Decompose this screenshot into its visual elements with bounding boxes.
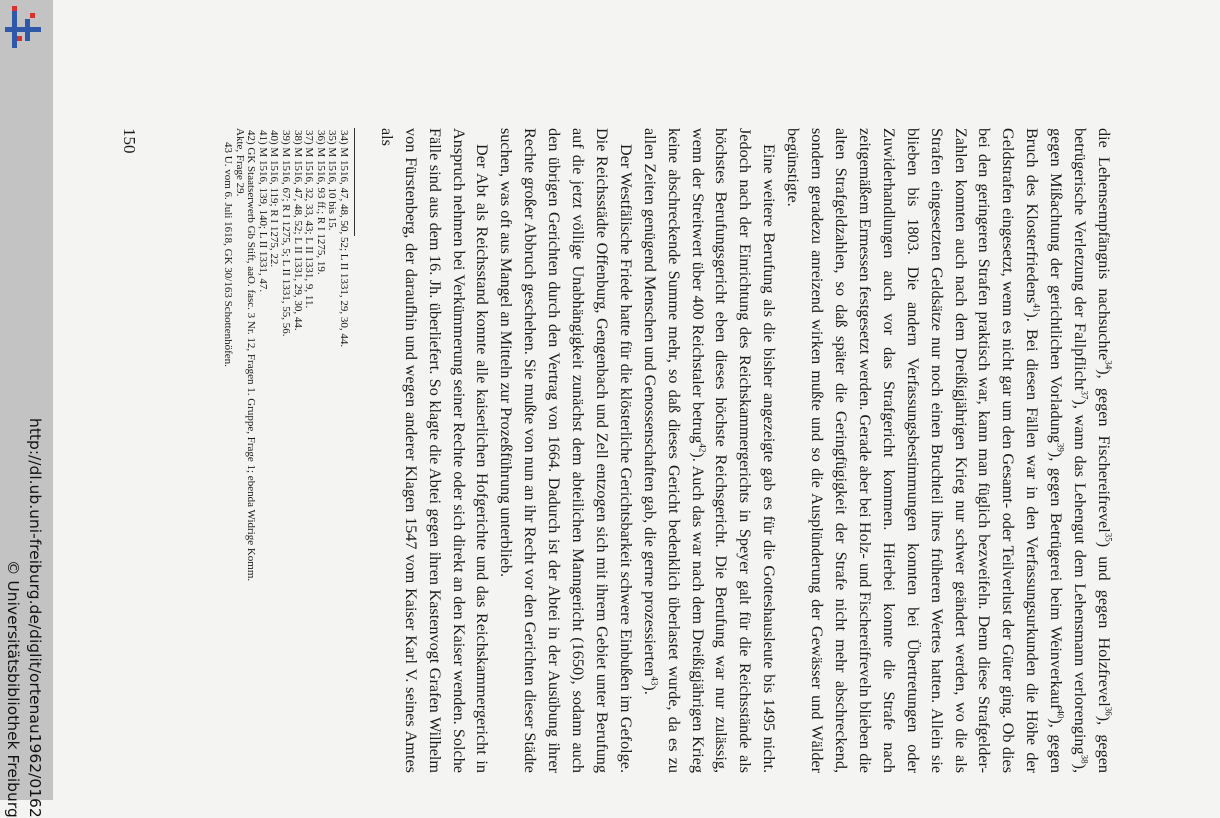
footnote: 39) M 1516, 67; R I 1275, 5; L II 1331, 55, 56.: [280, 130, 293, 337]
footnote: 41) M 1516, 139, 140; L II 1331, 47.: [256, 130, 269, 293]
footnote: 37) M 1516, 32, 33, 43; L II 1331, 9, 11.: [303, 130, 316, 309]
footnote: 38) M 1516, 47, 48, 52; L II 1331, 29, 30, 44.: [291, 130, 304, 331]
footnote-continuation: Akte, Frage 29.: [233, 128, 246, 197]
footnote-rule: [354, 128, 355, 236]
paragraph-1: die Lehensempfängnis nachsuchte$^{34}$), gegen Fischereifrevel$^{35}$) und gegen Holzfrevel$^{36}$), gegen betrügerische Verletzung der Fallpflicht$^{37}$), wann das Lehengut dem Lehensmann verlorenging$^{38}$), gegen Mißachtung der gerichtlichen Vorladung$^{39}$), gegen Betrügerei beim Weinverkauf$^{40}$), gegen Bruch des Klosterfriedens$^{41}$). Bei diesen Fällen war in den Verfassungsurkunden die Höhe der Geldstrafen eingesetzt, wenn es nicht gar um den Gesamt- oder Teilverlust der Güter ging. Ob dies bei den geringeren Strafen praktisch war, kann man füglich bezweifeln. Denn diese Strafgelder-Zahlen konnten auch nach dem Dreißigjährigen Krieg nur schwer geändert werden, wo die als Strafen eingesetzten Geldsätze nur noch einen Bruchteil ihres früheren Wertes hatten. Allein sie blieben bis 1803. Die andern Verfassungsbestimmungen konnten bei Übertretungen oder Zuwiderhandlungen auch vor das Strafgericht kommen. Hierbei konnte die Strafe nach zeitgemäßem Ermessen festgesetzt werden. Gerade aber bei Holz- und Fischereifreveln blieben die alten Strafgeldzahlen, so daß später die Geringfügigkeit der Strafe nicht mehr abschreckend, sondern geradezu anreizend wirken mußte und so die Ausplünderung der Gewässer und Wälder begünstigte.: [784, 128, 1114, 773]
library-logo-icon[interactable]: [3, 6, 43, 52]
body-text: [374, 128, 1115, 773]
paragraph-4: Der Abt als Reichsstand konnte alle kaiserlichen Hofgerichte und das Reichskammergericht in Anspruch nehmen bei Verkümmerung seiner Rechte oder sich direkt an den Kaiser wenden. Solche Fälle sind aus dem 16. Jh. überliefert. So klagte die Abtei gegen ihren Kastenvogt Grafen Wilhelm von Fürstenberg, der daraufhin und wegen anderer Klagen 1547 vom Kaiser Karl V. seines Amtes als: [377, 128, 492, 773]
footnote: 36) M 1516, 93 ff.; R I 1275, 19.: [314, 130, 327, 275]
viewer-sidebar: [0, 0, 53, 818]
footnote: 43 U. vom 6. Juli 1618, GK 30/163 Schottenhöfen.: [222, 142, 235, 367]
footnote: 42) GK Staatserwerb Gb Stift, aaO. fasc. 3 Nr. 12, Fragen 1. Gruppe, Frage 1; ebenda Widrige Komm.: [245, 130, 258, 582]
document-url[interactable]: http://dl.ub.uni-freiburg.de/diglit/ortenau1962/0162: [26, 418, 44, 818]
footnote: 40) M 1516, 119; R I 1275, 22.: [268, 130, 281, 268]
page-number: 150: [120, 128, 139, 154]
paragraph-3: Der Westfälische Friede hatte für die klösterliche Gerichtsbarkeit schwere Einbußen im Gefolge. Die Reichsstädte Offenburg, Gengenbach und Zell entzogen sich mit ihrem Gebiet unter Berufung auf die jetzt völlige Unabhängigkeit zunächst dem abteilichen Manngericht (1650), sodann auch den übrigen Gerichten durch den Vertrag von 1664. Dadurch ist der Abtei in der Ausübung ihrer Rechte großer Abbruch geschehen. Sie mußte von nun an ihr Recht vor den Gerichten dieser Städte suchen, was oft aus Mangel an Mitteln zur Prozeßführung unterblieb.: [497, 128, 635, 773]
paragraph-2: Eine weitere Berufung als die bisher angezeigte gab es für die Gotteshausleute bis 1495 nicht. Jedoch nach der Einrichtung des Reichskammergerichts in Speyer galt für die Reichsstände als höchstes Berufungsgericht eben dieses höchste Reichsgericht. Die Berufung war nur zulässig, wenn der Streitwert über 400 Reichstaler betrug$^{42}$). Auch das war nach dem Dreißigjährigen Krieg keine abschreckende Summe mehr, so daß dieses Gericht bedenklich überlastet wurde, da es zu allen Zeiten genügend Menschen und Genossenschaften gab, die gerne prozessierten$^{43}$).: [640, 128, 779, 773]
footnote: 35) M 1516, 10 bis 15.: [326, 130, 339, 231]
scanned-page: [120, 128, 1115, 778]
copyright-notice: © Universitätsbibliothek Freiburg: [4, 560, 22, 818]
footnote: 34) M 1516, 47, 48, 50, 52; L II 1331, 29, 30, 44.: [338, 130, 350, 348]
footnotes: [221, 128, 349, 773]
